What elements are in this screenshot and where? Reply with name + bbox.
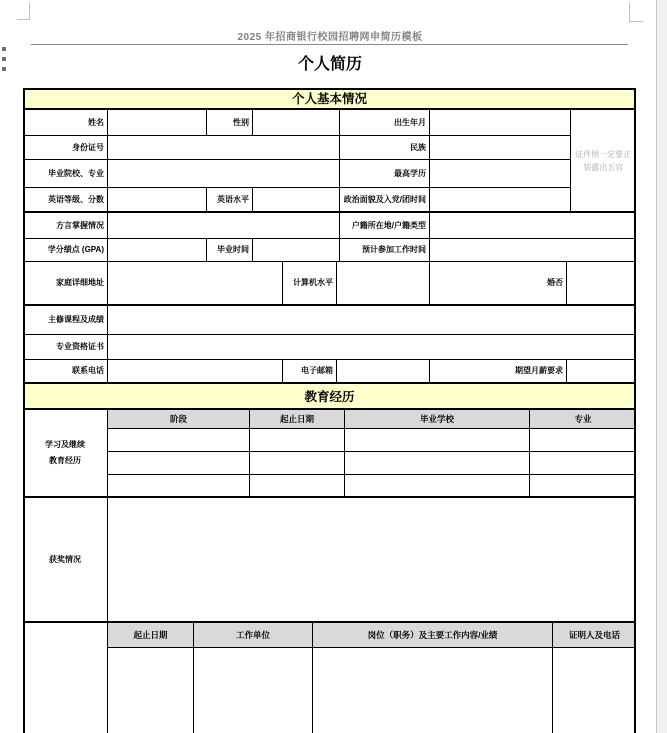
english-score-label: 英语等级、分数	[23, 188, 108, 213]
edu-header-stage: 阶段	[108, 410, 250, 429]
page-header-title: 2025 年招商银行校园招聘网申简历模板	[237, 32, 423, 43]
email-input-cell[interactable]	[337, 360, 430, 384]
email-label: 电子邮箱	[283, 360, 337, 384]
id-number-label: 身份证号	[23, 136, 108, 160]
english-level-label: 英语水平	[207, 188, 253, 213]
ethnicity-label: 民族	[340, 136, 430, 160]
id-photo-placeholder-cell[interactable]	[570, 110, 637, 213]
name-label: 姓名	[23, 110, 108, 136]
margin-crop-mark-right	[629, 3, 643, 22]
edu-row1-stage-cell[interactable]	[108, 429, 250, 452]
work-row1-reference-cell[interactable]	[553, 648, 636, 733]
header-divider	[31, 44, 628, 45]
work-left-label-cell	[23, 623, 108, 733]
work-row1-employer-cell[interactable]	[194, 648, 313, 733]
id-number-input-cell[interactable]	[108, 136, 340, 160]
work-header-position: 岗位（职务）及主要工作内容/业绩	[313, 623, 553, 648]
work-start-label: 预计参加工作时间	[340, 239, 430, 262]
awards-input-cell[interactable]	[108, 498, 636, 623]
birth-input-cell[interactable]	[430, 110, 570, 136]
english-score-input-cell[interactable]	[108, 188, 207, 213]
grad-time-label: 毕业时间	[207, 239, 253, 262]
section-title-education: 教育经历	[23, 384, 636, 410]
highest-degree-input-cell[interactable]	[430, 160, 570, 188]
education-left-label-line1: 学习及继续	[45, 440, 85, 449]
home-address-label: 家庭详细地址	[23, 262, 108, 306]
work-header-reference: 证明人及电话	[553, 623, 636, 648]
dialect-label: 方言掌握情况	[23, 213, 108, 239]
edu-row2-major-cell[interactable]	[530, 452, 636, 475]
edu-row2-stage-cell[interactable]	[108, 452, 250, 475]
gpa-input-cell[interactable]	[108, 239, 207, 262]
work-start-input-cell[interactable]	[430, 239, 636, 262]
political-status-label: 政治面貌及入党/团时间	[340, 188, 430, 213]
education-left-label-cell	[23, 410, 108, 498]
salary-label: 期望月薪要求	[430, 360, 567, 384]
edu-row1-major-cell[interactable]	[530, 429, 636, 452]
edu-row3-school-cell[interactable]	[345, 475, 530, 498]
edu-row3-dates-cell[interactable]	[250, 475, 345, 498]
edu-header-dates: 起止日期	[250, 410, 345, 429]
courses-input-cell[interactable]	[108, 306, 636, 335]
grad-time-input-cell[interactable]	[253, 239, 340, 262]
edu-row2-school-cell[interactable]	[345, 452, 530, 475]
english-level-input-cell[interactable]	[253, 188, 340, 213]
window-right-gutter	[656, 0, 667, 733]
work-row1-position-cell[interactable]	[313, 648, 553, 733]
edu-row3-major-cell[interactable]	[530, 475, 636, 498]
ethnicity-input-cell[interactable]	[430, 136, 570, 160]
highest-degree-label: 最高学历	[340, 160, 430, 188]
work-header-employer: 工作单位	[194, 623, 313, 648]
household-label: 户籍所在地/户籍类型	[340, 213, 430, 239]
computer-level-input-cell[interactable]	[337, 262, 430, 306]
phone-label: 联系电话	[23, 360, 108, 384]
marital-input-cell[interactable]	[567, 262, 636, 306]
edu-header-school: 毕业学校	[345, 410, 530, 429]
photo-note-line2: 装露出五官	[583, 162, 624, 172]
marital-label: 婚否	[430, 262, 567, 306]
courses-label: 主修课程及成绩	[23, 306, 108, 335]
section-title-basic-info: 个人基本情况	[23, 88, 636, 110]
phone-input-cell[interactable]	[108, 360, 283, 384]
home-address-input-cell[interactable]	[108, 262, 283, 306]
margin-crop-mark-left	[17, 3, 30, 20]
school-major-label: 毕业院校、专业	[23, 160, 108, 188]
gpa-label: 学分绩点 (GPA)	[23, 239, 108, 262]
gender-input-cell[interactable]	[253, 110, 340, 136]
edu-row1-school-cell[interactable]	[345, 429, 530, 452]
political-status-input-cell[interactable]	[430, 188, 570, 213]
dialect-input-cell[interactable]	[108, 213, 340, 239]
document-title: 个人简历	[297, 56, 362, 73]
work-header-dates: 起止日期	[108, 623, 194, 648]
school-major-input-cell[interactable]	[108, 160, 340, 188]
gender-label: 性别	[207, 110, 253, 136]
work-row1-dates-cell[interactable]	[108, 648, 194, 733]
salary-input-cell[interactable]	[567, 360, 636, 384]
birth-label: 出生年月	[340, 110, 430, 136]
photo-note-line1: 证件照一定要正	[575, 149, 632, 159]
computer-level-label: 计算机水平	[283, 262, 337, 306]
household-input-cell[interactable]	[430, 213, 636, 239]
certificates-input-cell[interactable]	[108, 335, 636, 360]
edu-row3-stage-cell[interactable]	[108, 475, 250, 498]
name-input-cell[interactable]	[108, 110, 207, 136]
edu-row2-dates-cell[interactable]	[250, 452, 345, 475]
resume-form-table	[23, 88, 636, 733]
edu-header-major: 专业	[530, 410, 636, 429]
edu-row1-dates-cell[interactable]	[250, 429, 345, 452]
education-left-label-line2: 教育经历	[49, 456, 81, 465]
certificates-label: 专业资格证书	[23, 335, 108, 360]
awards-label: 获奖情况	[23, 498, 108, 623]
